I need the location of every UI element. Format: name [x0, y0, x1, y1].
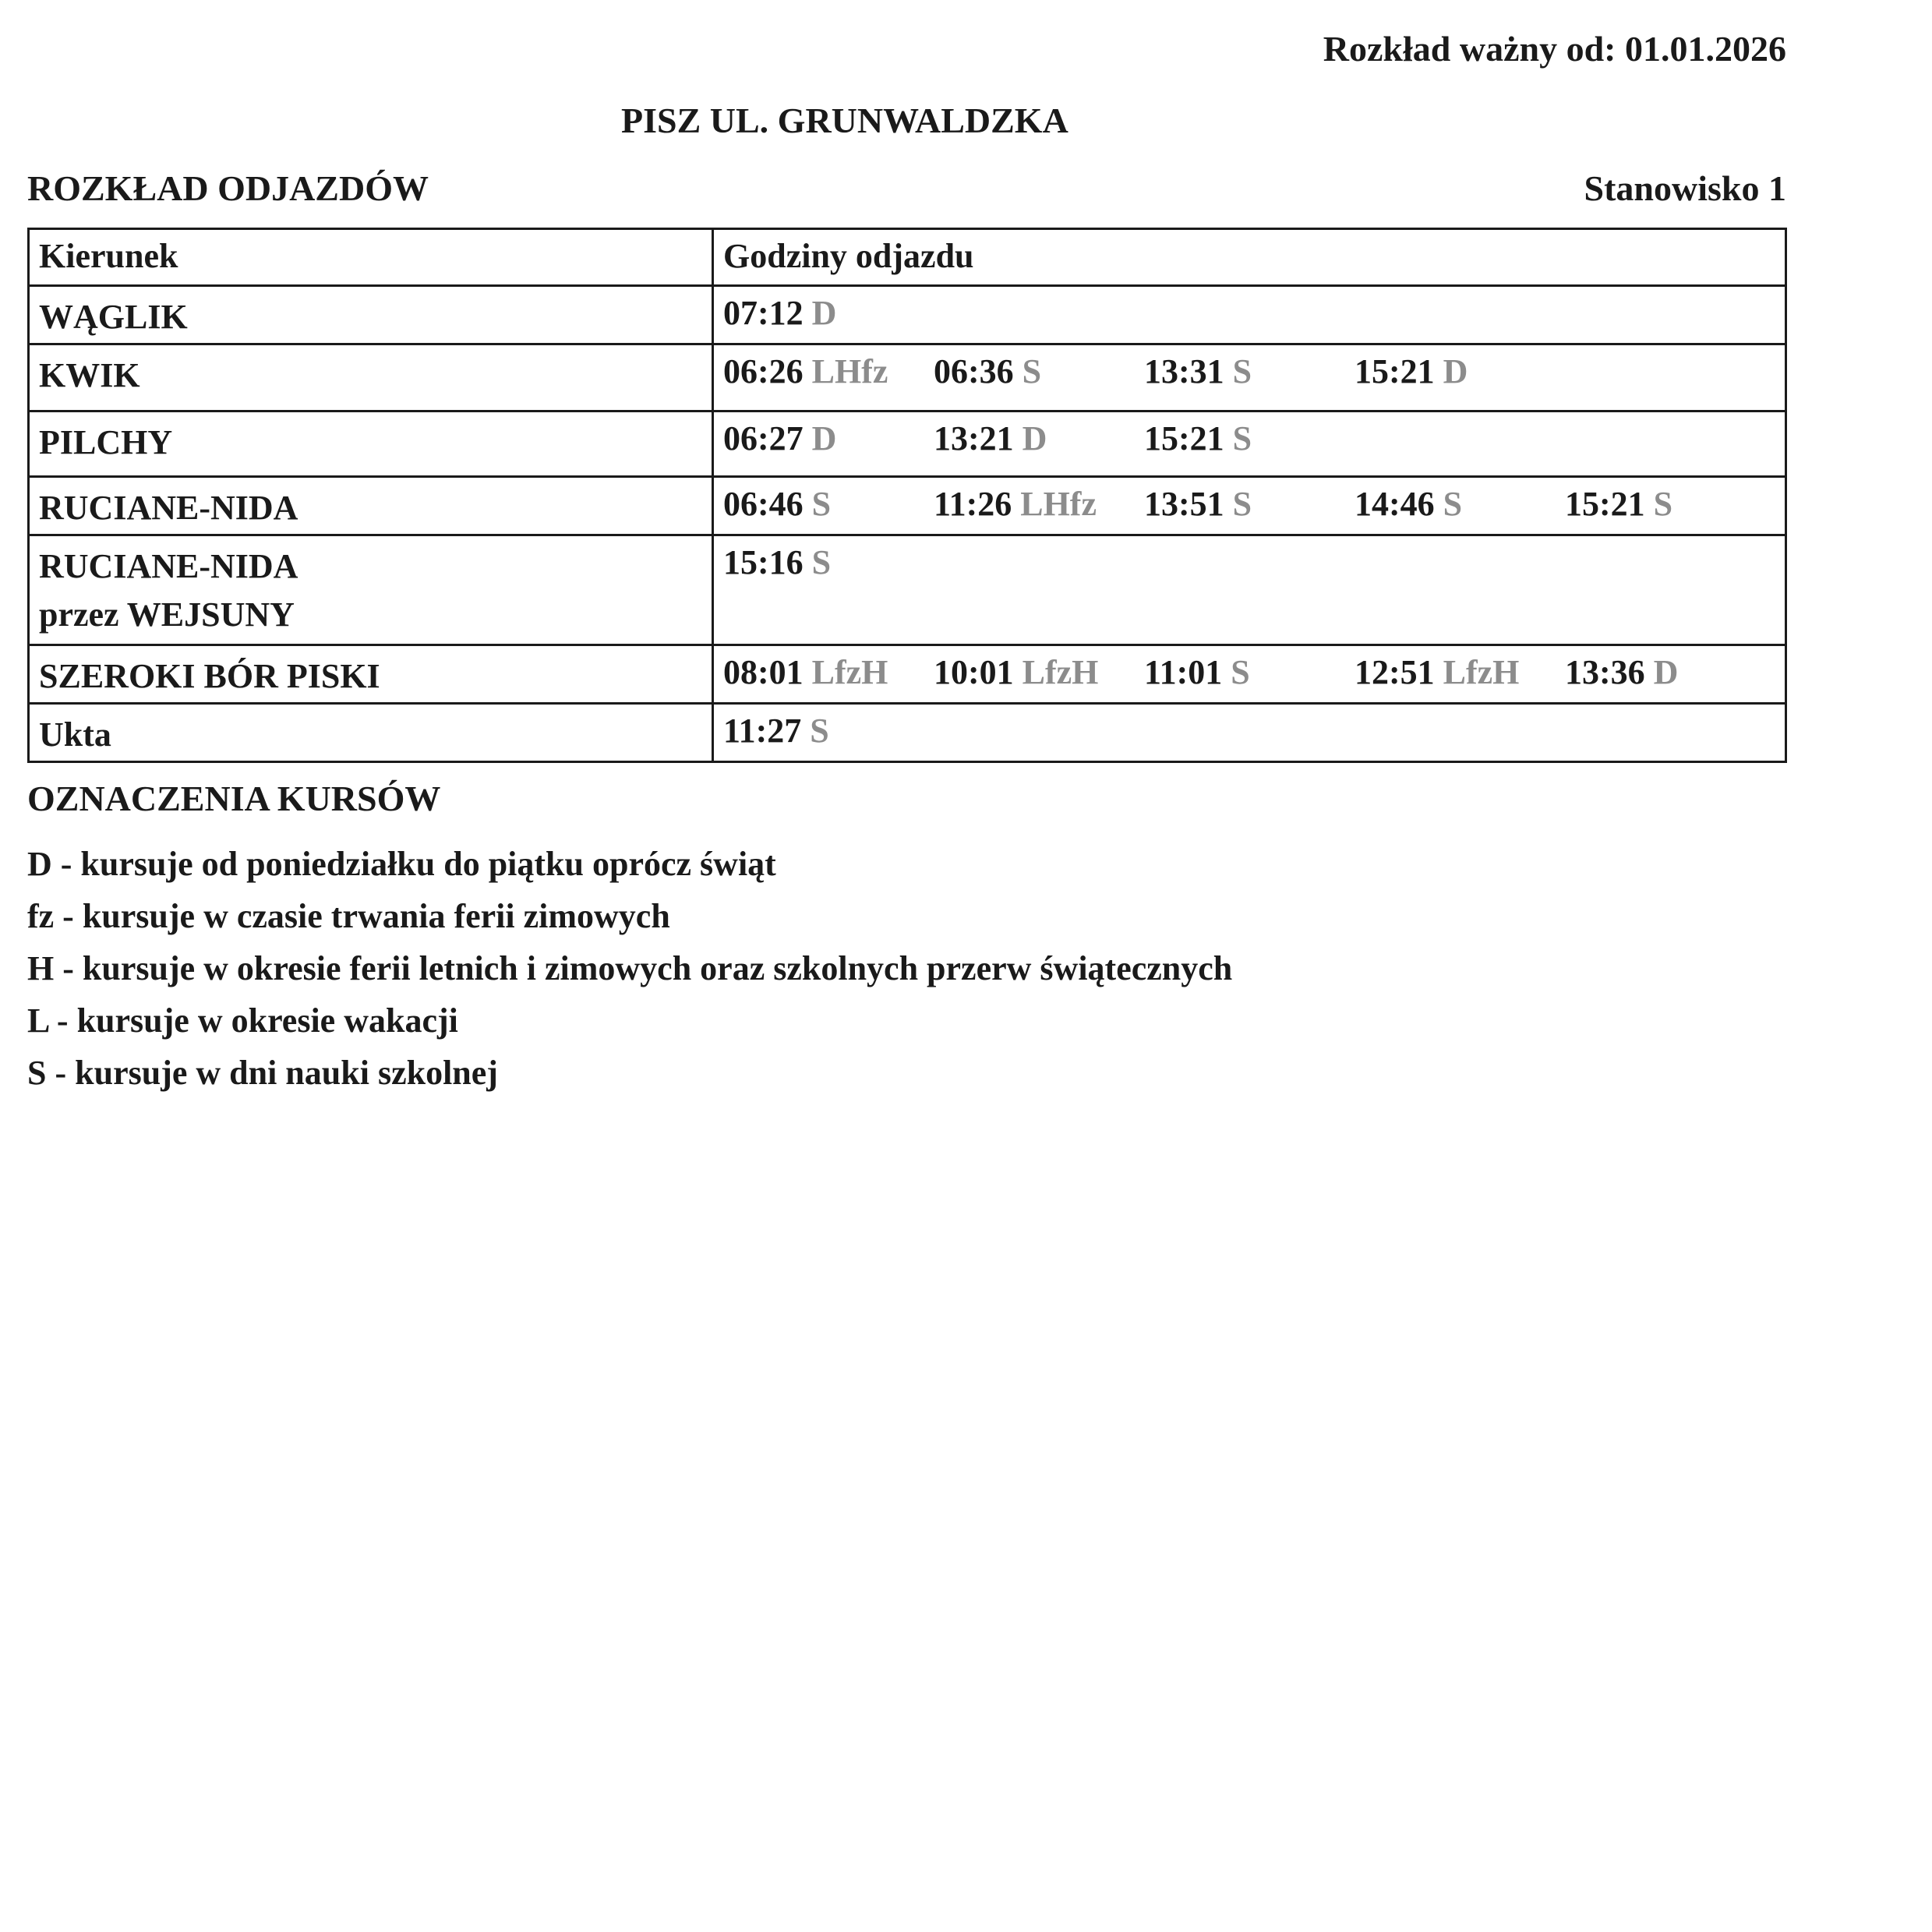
course-code: LfzH [1443, 653, 1520, 691]
direction-cell [29, 344, 713, 411]
departure-time: 14:46 [1355, 485, 1435, 523]
departure-time: 13:36 [1565, 653, 1645, 691]
timetable-title: ROZKŁAD ODJAZDÓW [27, 168, 429, 208]
table-row [29, 344, 1786, 411]
course-code: LfzH [811, 653, 888, 691]
departure [934, 652, 1144, 693]
departure-time: 10:01 [934, 653, 1014, 691]
legend-item: H - kursuje w okresie ferii letnich i zimowych oraz szkolnych przerw świątecznych [27, 949, 1233, 987]
departure-time: 06:36 [934, 352, 1014, 390]
direction-cell [29, 645, 713, 704]
direction-cell [29, 411, 713, 477]
direction-cell [29, 477, 713, 535]
course-code: S [810, 712, 829, 750]
departure [1355, 484, 1565, 525]
bay-number: Stanowisko 1 [1584, 168, 1786, 208]
departure [1355, 652, 1565, 693]
direction-name: WĄGLIK [39, 298, 188, 336]
departure-time: 15:16 [723, 543, 804, 581]
course-code: S [1231, 653, 1250, 691]
course-code: D [1653, 653, 1679, 691]
departure [934, 351, 1144, 392]
departures-cell [713, 645, 1786, 704]
legend-item: D - kursuje od poniedziałku do piątku oprócz świąt [27, 845, 776, 883]
departure [723, 351, 934, 392]
legend-item: L - kursuje w okresie wakacji [27, 1001, 458, 1040]
direction-cell [29, 704, 713, 762]
course-code: S [1232, 419, 1252, 457]
departure [934, 419, 1144, 459]
course-code: S [1022, 352, 1042, 390]
departure-time: 06:46 [723, 485, 804, 523]
departure [1144, 484, 1355, 525]
departure [723, 293, 934, 334]
departure-time: 13:51 [1144, 485, 1224, 523]
course-code: D [1443, 352, 1468, 390]
table-row [29, 645, 1786, 704]
departure-time: 15:21 [1565, 485, 1645, 523]
course-code: D [811, 294, 837, 332]
table-row [29, 286, 1786, 344]
column-header-times: Godziny odjazdu [713, 229, 1786, 286]
table-row [29, 535, 1786, 645]
legend-item: fz - kursuje w czasie trwania ferii zimowych [27, 897, 670, 935]
legend-list [27, 838, 1232, 1099]
departure [1144, 419, 1355, 459]
direction-name: RUCIANE-NIDA [39, 489, 298, 527]
course-code: D [1022, 419, 1047, 457]
table-row [29, 411, 1786, 477]
course-code: D [811, 419, 837, 457]
departure-time: 15:21 [1144, 419, 1224, 457]
departure [723, 711, 934, 751]
departures-cell [713, 344, 1786, 411]
departure-table [27, 228, 1787, 763]
course-code: S [1232, 352, 1252, 390]
departure-time: 06:26 [723, 352, 804, 390]
table-row [29, 704, 1786, 762]
departure [723, 484, 934, 525]
departures-cell [713, 477, 1786, 535]
column-header-direction: Kierunek [29, 229, 713, 286]
direction-name: SZEROKI BÓR PISKI [39, 657, 380, 695]
departure-time: 11:26 [934, 485, 1012, 523]
departure-time: 13:21 [934, 419, 1014, 457]
direction-name: przez WEJSUNY [39, 595, 295, 634]
departures-cell [713, 535, 1786, 645]
departures-cell [713, 704, 1786, 762]
course-code: S [811, 543, 832, 581]
departure [1565, 484, 1775, 525]
departure [934, 484, 1144, 525]
course-code: S [811, 485, 832, 523]
departure [1565, 652, 1775, 693]
departure-time: 11:27 [723, 712, 802, 750]
departures-cell [713, 286, 1786, 344]
legend-title: OZNACZENIA KURSÓW [27, 779, 441, 818]
direction-cell [29, 286, 713, 344]
table-body [29, 286, 1786, 762]
course-code: S [1653, 485, 1673, 523]
direction-name: KWIK [39, 356, 140, 394]
valid-from-date: Rozkład ważny od: 01.01.2026 [1323, 29, 1786, 69]
course-code: LfzH [1022, 653, 1099, 691]
stop-name: PISZ UL. GRUNWALDZKA [621, 101, 1068, 140]
departure-time: 13:31 [1144, 352, 1224, 390]
course-code: LHfz [811, 352, 888, 390]
departure-time: 07:12 [723, 294, 804, 332]
course-code: LHfz [1020, 485, 1097, 523]
direction-cell [29, 535, 713, 645]
direction-name: PILCHY [39, 423, 173, 461]
course-code: S [1443, 485, 1463, 523]
direction-name: RUCIANE-NIDA [39, 547, 298, 585]
departure-time: 08:01 [723, 653, 804, 691]
departures-cell [713, 411, 1786, 477]
departure [723, 652, 934, 693]
departure [1144, 652, 1355, 693]
course-code: S [1232, 485, 1252, 523]
departure-time: 15:21 [1355, 352, 1435, 390]
table-header-row [29, 229, 1786, 286]
departure [723, 542, 934, 583]
departure-time: 06:27 [723, 419, 804, 457]
table-row [29, 477, 1786, 535]
legend-item: S - kursuje w dni nauki szkolnej [27, 1054, 498, 1092]
departure-time: 12:51 [1355, 653, 1435, 691]
departure-time: 11:01 [1144, 653, 1223, 691]
departure [1144, 351, 1355, 392]
departure [1355, 351, 1565, 392]
departure [723, 419, 934, 459]
direction-name: Ukta [39, 715, 111, 754]
